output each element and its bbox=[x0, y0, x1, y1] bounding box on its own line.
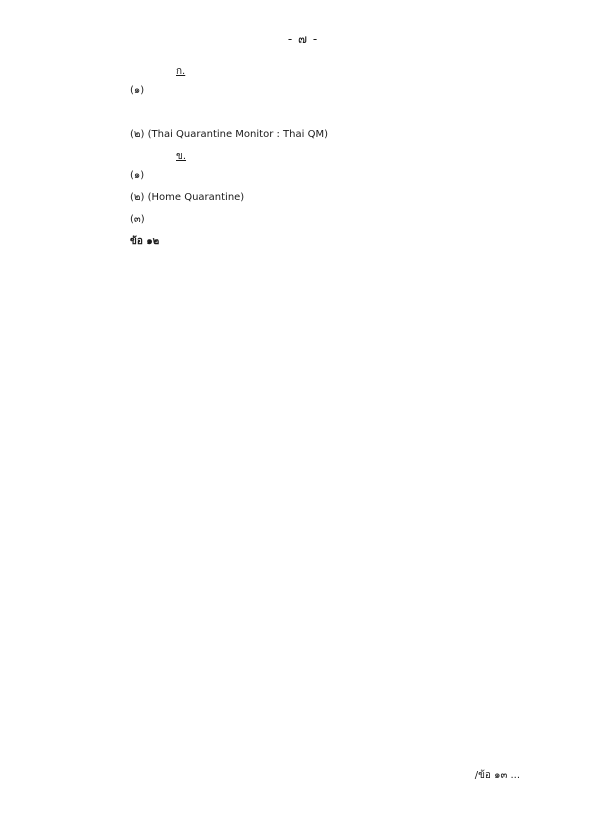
section-a-marker: ก. bbox=[176, 66, 186, 77]
clause-12-followup bbox=[84, 255, 522, 272]
section-a-paragraph-2 bbox=[84, 104, 522, 121]
section-b-paragraph-1 bbox=[84, 167, 522, 184]
section-b-paragraph-3-marker: (๓) bbox=[130, 214, 145, 225]
thai-qm-label: (Thai Quarantine Monitor : Thai QM) bbox=[147, 129, 328, 140]
section-b-paragraph-1-marker: (๑) bbox=[130, 170, 145, 181]
section-a-paragraph-3 bbox=[84, 126, 522, 143]
section-b-marker: ข. bbox=[176, 151, 187, 162]
section-a-paragraph-1 bbox=[84, 82, 522, 99]
continuation-marker: /ข้อ ๑๓ ... bbox=[474, 770, 520, 781]
section-b-paragraph-3 bbox=[84, 211, 522, 228]
section-a-paragraph-1-marker: (๑) bbox=[130, 85, 145, 96]
section-a-heading bbox=[84, 63, 522, 80]
section-b-paragraph-2-marker: (๒) bbox=[130, 192, 145, 203]
home-quarantine-label: (Home Quarantine) bbox=[147, 192, 245, 203]
section-b-heading bbox=[84, 148, 522, 165]
section-b-paragraph-2 bbox=[84, 189, 522, 206]
section-a-paragraph-3-marker: (๒) bbox=[130, 129, 145, 140]
page-number: - ๗ - bbox=[287, 32, 319, 46]
clause-12-marker: ข้อ ๑๒ bbox=[130, 236, 160, 247]
clause-12 bbox=[84, 233, 522, 250]
